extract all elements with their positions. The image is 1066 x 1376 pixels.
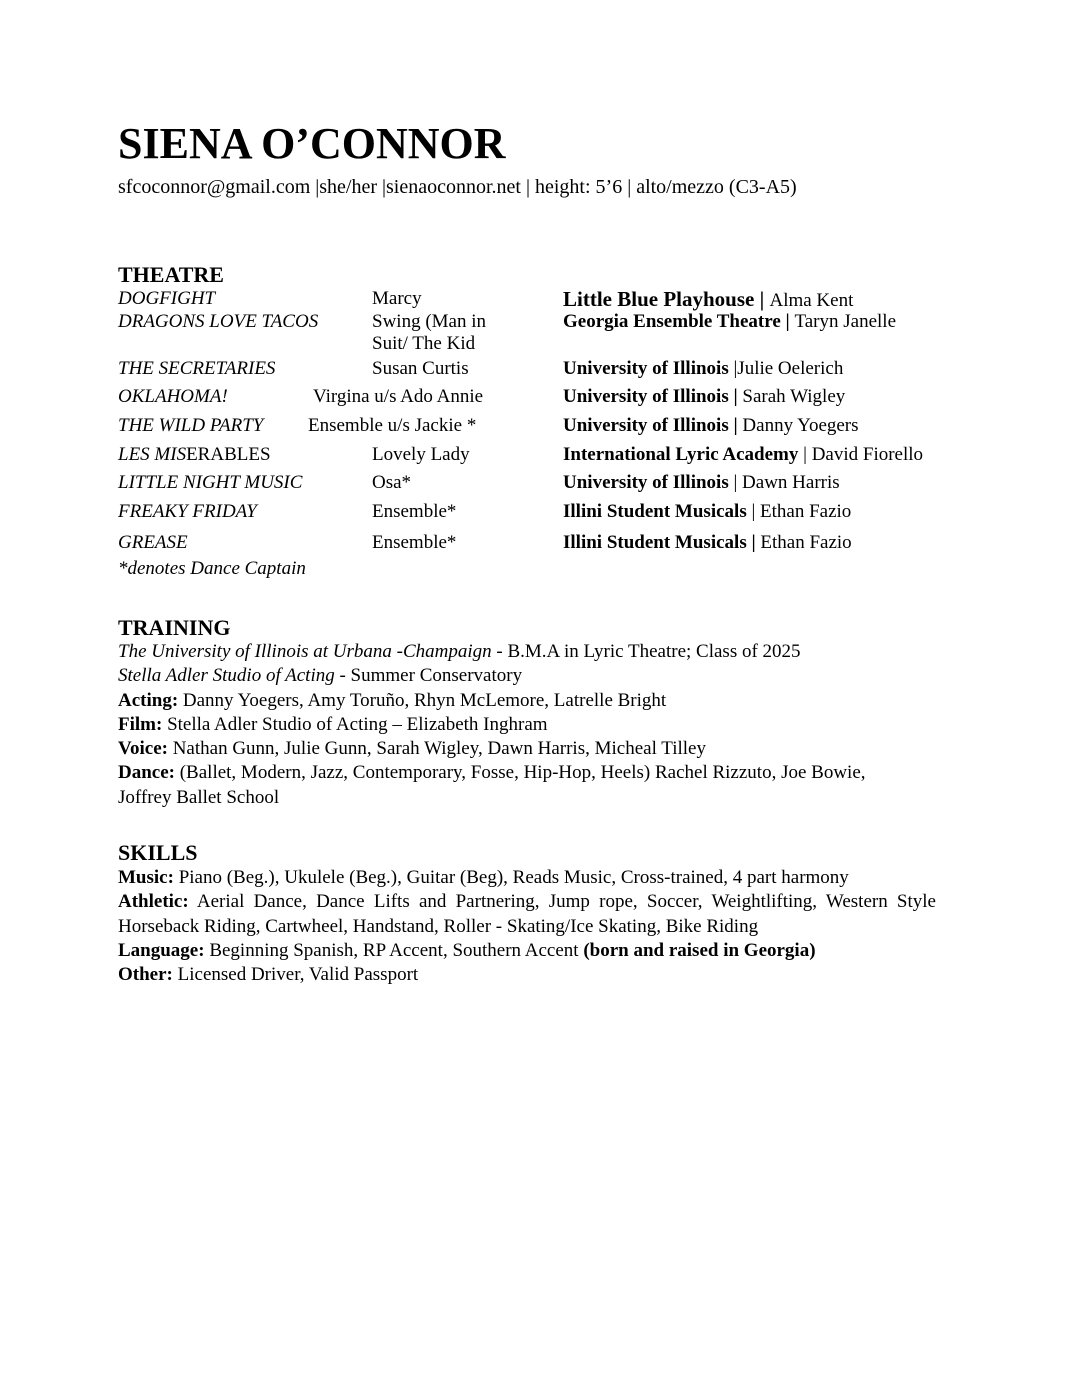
- credit-role: Osa*: [372, 472, 412, 493]
- language-skills: Beginning Spanish, RP Accent, Southern Accent: [204, 939, 584, 961]
- credit-director: Ethan Fazio: [760, 501, 852, 522]
- credit-director: Taryn Janelle: [794, 311, 897, 332]
- credit-show: OKLAHOMA!: [118, 386, 228, 407]
- other-label: Other:: [118, 964, 173, 986]
- skills-music: [118, 866, 938, 890]
- credit-director: Dawn Harris: [742, 472, 840, 493]
- credit-separator: |: [746, 501, 761, 522]
- credit-company-line: [563, 415, 859, 437]
- dance-captain-footnote: *denotes Dance Captain: [118, 558, 306, 579]
- credit-company-line: [563, 358, 843, 380]
- contact-line: sfcoconnor@gmail.com |she/her |sienaoconnor.net | height: 5’6 | alto/mezzo (C3-A5): [118, 176, 797, 198]
- language-note: (born and raised in Georgia): [583, 939, 816, 961]
- skills-language: [118, 939, 938, 963]
- credit-role: Susan Curtis: [372, 358, 469, 379]
- credit-company-line: [563, 386, 845, 408]
- language-label: Language:: [118, 939, 205, 961]
- credit-company: Georgia Ensemble Theatre: [563, 311, 781, 332]
- training-dance: [118, 761, 908, 810]
- credit-show: GREASE: [118, 532, 188, 553]
- credit-director: Danny Yoegers: [742, 415, 859, 436]
- credit-show: LITTLE NIGHT MUSIC: [118, 472, 303, 493]
- credit-company: International Lyric Academy: [563, 444, 799, 465]
- acting-label: Acting:: [118, 689, 179, 711]
- credit-separator: |: [728, 358, 738, 379]
- credit-company: University of Illinois: [563, 386, 729, 407]
- credit-company: Illini Student Musicals: [563, 501, 747, 522]
- credit-company-line: [563, 501, 851, 523]
- dance-label: Dance:: [118, 762, 175, 784]
- credit-show: [118, 444, 271, 466]
- other-skills: Licensed Driver, Valid Passport: [172, 964, 419, 986]
- music-skills: Piano (Beg.), Ukulele (Beg.), Guitar (Beg), Reads Music, Cross-trained, 4 part harmony: [173, 867, 849, 888]
- credit-company: University of Illinois: [563, 358, 729, 379]
- training-film: [118, 713, 938, 737]
- training-studio: [118, 664, 938, 688]
- credit-director: David Fiorello: [811, 444, 924, 465]
- credit-director: Sarah Wigley: [742, 386, 846, 407]
- credit-show: DOGFIGHT: [118, 288, 216, 309]
- credit-company-line: [563, 311, 896, 333]
- studio-name: Stella Adler Studio of Acting: [118, 665, 335, 687]
- credit-show: FREAKY FRIDAY: [118, 501, 257, 522]
- credit-company-line: [563, 472, 840, 494]
- music-label: Music:: [118, 867, 174, 888]
- dance-teachers: (Ballet, Modern, Jazz, Contemporary, Fosse, Hip-Hop, Heels) Rachel Rizzuto, Joe Bowie, Joffrey Ballet School: [118, 762, 866, 808]
- studio-program: - Summer Conservatory: [334, 665, 523, 687]
- training-school: [118, 640, 938, 664]
- credit-role: Ensemble*: [372, 532, 457, 553]
- credit-show-plain: ERABLES: [186, 444, 271, 465]
- skills-block: [118, 866, 938, 987]
- credit-company-line: [563, 532, 852, 554]
- training-block: [118, 640, 938, 810]
- credit-company: Illini Student Musicals: [563, 532, 747, 553]
- credit-show: DRAGONS LOVE TACOS: [118, 311, 319, 332]
- credit-role: Lovely Lady: [372, 444, 470, 465]
- credit-separator: |: [798, 444, 812, 465]
- credit-company: Little Blue Playhouse: [563, 287, 755, 311]
- acting-teachers: Danny Yoegers, Amy Toruño, Rhyn McLemore, Latrelle Bright: [178, 689, 667, 711]
- skills-heading: SKILLS: [118, 840, 198, 865]
- credit-director: Ethan Fazio: [760, 532, 852, 553]
- credit-show: THE SECRETARIES: [118, 358, 276, 379]
- credit-company-line: [563, 288, 853, 312]
- credit-separator: |: [746, 532, 761, 553]
- film-teachers: Stella Adler Studio of Acting – Elizabeth Inghram: [162, 713, 548, 735]
- film-label: Film:: [118, 713, 163, 735]
- credit-separator: |: [754, 287, 770, 311]
- credit-separator: |: [728, 472, 743, 493]
- training-voice: [118, 737, 938, 761]
- credit-company: University of Illinois: [563, 415, 729, 436]
- credit-role: Swing (Man in Suit/ The Kid: [372, 311, 486, 354]
- training-heading: TRAINING: [118, 615, 231, 640]
- theatre-heading: THEATRE: [118, 262, 224, 287]
- training-acting: [118, 689, 938, 713]
- skills-athletic: [118, 890, 936, 939]
- credit-show: THE WILD PARTY: [118, 415, 264, 436]
- athletic-label: Athletic:: [118, 891, 189, 913]
- credit-role: Ensemble u/s Jackie *: [308, 415, 477, 436]
- voice-label: Voice:: [118, 738, 168, 760]
- credit-role: Ensemble*: [372, 501, 457, 522]
- credit-role: Virgina u/s Ado Annie: [313, 386, 484, 407]
- skills-other: [118, 963, 938, 987]
- credit-company-line: [563, 444, 923, 466]
- applicant-name: SIENA O’CONNOR: [118, 119, 506, 168]
- voice-teachers: Nathan Gunn, Julie Gunn, Sarah Wigley, Dawn Harris, Micheal Tilley: [167, 738, 706, 760]
- credit-company: University of Illinois: [563, 472, 729, 493]
- school-degree: - B.M.A in Lyric Theatre; Class of 2025: [491, 641, 801, 662]
- credit-separator: |: [728, 386, 743, 407]
- athletic-skills: Aerial Dance, Dance Lifts and Partnering, Jump rope, Soccer, Weightlifting, Western Style Horseback Riding, Cartwheel, Handstand, Roller - Skating/Ice Skating, Bike Riding: [118, 891, 936, 937]
- credit-director: Julie Oelerich: [737, 358, 844, 379]
- credit-separator: |: [780, 311, 795, 332]
- credit-separator: |: [728, 415, 743, 436]
- credit-show-italic: LES MIS: [118, 444, 187, 465]
- credit-role: Marcy: [372, 288, 422, 309]
- school-name: The University of Illinois at Urbana -Champaign: [118, 641, 492, 662]
- credit-director: Alma Kent: [769, 290, 854, 311]
